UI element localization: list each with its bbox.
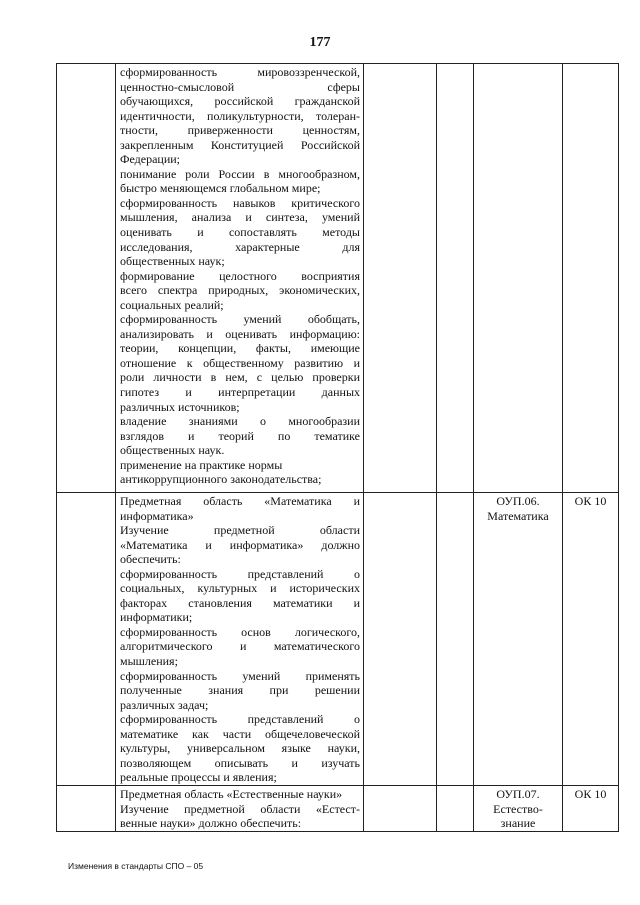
empty-cell	[364, 64, 437, 493]
text-line: оценивать и сопоставлять методы	[120, 225, 360, 240]
empty-cell	[437, 493, 474, 786]
text-line: обучающихся, российской гражданской	[120, 94, 360, 109]
discipline-code-line: ОУП.06.	[496, 494, 540, 508]
text-line: «Математика и информатика» должно	[120, 537, 360, 552]
text-line: мышления;	[120, 654, 178, 669]
empty-cell	[437, 64, 474, 493]
empty-cell	[364, 493, 437, 786]
text-line: антикоррупционного законодательства;	[120, 472, 322, 487]
text-line: гипотез и интерпретации данных	[120, 385, 360, 400]
text-line: понимание роли России в многообразном,	[120, 166, 360, 181]
text-line: теории, концепции, факты, имеющие	[120, 341, 360, 356]
text-line: всего спектра природных, экономических,	[120, 283, 360, 298]
empty-cell	[57, 786, 116, 832]
text-line: культуры, универсальном языке науки,	[120, 741, 360, 756]
standards-table	[56, 63, 619, 832]
text-line: Изучение предметной области	[120, 523, 360, 538]
footer-note: Изменения в стандарты СПО – 05	[68, 861, 204, 871]
table-row	[57, 493, 619, 786]
text-line: сформированность мировоззренческой,	[120, 65, 360, 79]
discipline-code-line: Естество-	[493, 801, 543, 816]
text-line: закрепленным Конституцией Российской	[120, 137, 360, 152]
text-line: информатики;	[120, 610, 193, 625]
discipline-code-line: знание	[500, 816, 536, 830]
empty-cell	[57, 64, 116, 493]
discipline-code	[474, 493, 562, 523]
text-line: исследования, характерные для	[120, 239, 360, 254]
text-line: сформированность представлений о	[120, 566, 360, 581]
competence-cell	[563, 493, 619, 786]
text-line: общественных наук.	[120, 443, 225, 458]
text-line: сформированность основ логического,	[120, 624, 360, 639]
page-number: 177	[309, 35, 331, 50]
table-row	[57, 786, 619, 832]
text-line: различных задач;	[120, 697, 209, 712]
text-line: тности, приверженности ценностям,	[120, 123, 360, 138]
text-line: отношение к общественному развитию и	[120, 355, 360, 370]
discipline-code	[474, 786, 562, 831]
text-line: формирование целостного восприятия	[120, 268, 360, 283]
text-line: Изучение предметной области «Естест-	[120, 801, 360, 816]
text-line: анализировать и оценивать информацию:	[120, 326, 360, 341]
competence-code: ОК 10	[574, 494, 607, 508]
text-line: венные науки» должно обеспечить:	[120, 816, 302, 831]
text-line: различных источников;	[120, 399, 240, 414]
text-line: полученные знания при решении	[120, 683, 360, 698]
text-line: реальные процессы и явления;	[120, 770, 277, 785]
text-line: ценностно-смысловой сферы	[120, 79, 360, 94]
text-line: взглядов и теорий по тематике	[120, 428, 360, 443]
competence-code: ОК 10	[574, 787, 607, 801]
requirements-text	[116, 493, 363, 785]
discipline-code	[474, 64, 562, 65]
text-line: социальных, культурных и исторических	[120, 581, 360, 596]
text-line: сформированность представлений о	[120, 712, 360, 727]
text-line: роли личности в нем, с целью проверки	[120, 370, 360, 385]
competence-code	[563, 64, 618, 65]
text-line: математике как части общечеловеческой	[120, 726, 360, 741]
text-line: Предметная область «Математика и	[120, 494, 360, 508]
text-line: социальных реалий;	[120, 297, 224, 312]
competence-cell	[563, 786, 619, 832]
text-line: факторах становления математики и	[120, 595, 360, 610]
text-line: сформированность навыков критического	[120, 195, 360, 210]
requirements-cell	[116, 493, 364, 786]
discipline-code-cell	[474, 64, 563, 493]
text-line: применение на практике нормы	[120, 457, 283, 472]
text-line: сформированность умений применять	[120, 668, 360, 683]
discipline-code-cell	[474, 786, 563, 832]
text-line: алгоритмического и математического	[120, 639, 360, 654]
discipline-code-line: ОУП.07.	[496, 787, 540, 801]
discipline-code-cell	[474, 493, 563, 786]
text-line: информатика»	[120, 508, 194, 523]
text-line: Предметная область «Естественные науки»	[120, 787, 343, 801]
text-line: Федерации;	[120, 152, 181, 167]
requirements-text	[116, 786, 363, 831]
requirements-cell	[116, 786, 364, 832]
requirements-cell	[116, 64, 364, 493]
competence-cell	[563, 64, 619, 493]
discipline-code-line: Математика	[487, 508, 549, 523]
text-line: быстро меняющемся глобальном мире;	[120, 181, 321, 196]
empty-cell	[364, 786, 437, 832]
text-line: идентичности, поликультурности, толеран-	[120, 108, 360, 123]
text-line: общественных наук;	[120, 254, 225, 269]
text-line: владение знаниями о многообразии	[120, 414, 360, 429]
text-line: позволяющем описывать и изучать	[120, 755, 360, 770]
requirements-text	[116, 64, 363, 487]
empty-cell	[57, 493, 116, 786]
table-row	[57, 64, 619, 493]
empty-cell	[437, 786, 474, 832]
text-line: обеспечить:	[120, 552, 181, 567]
text-line: сформированность умений обобщать,	[120, 312, 360, 327]
text-line: мышления, анализа и синтеза, умений	[120, 210, 360, 225]
